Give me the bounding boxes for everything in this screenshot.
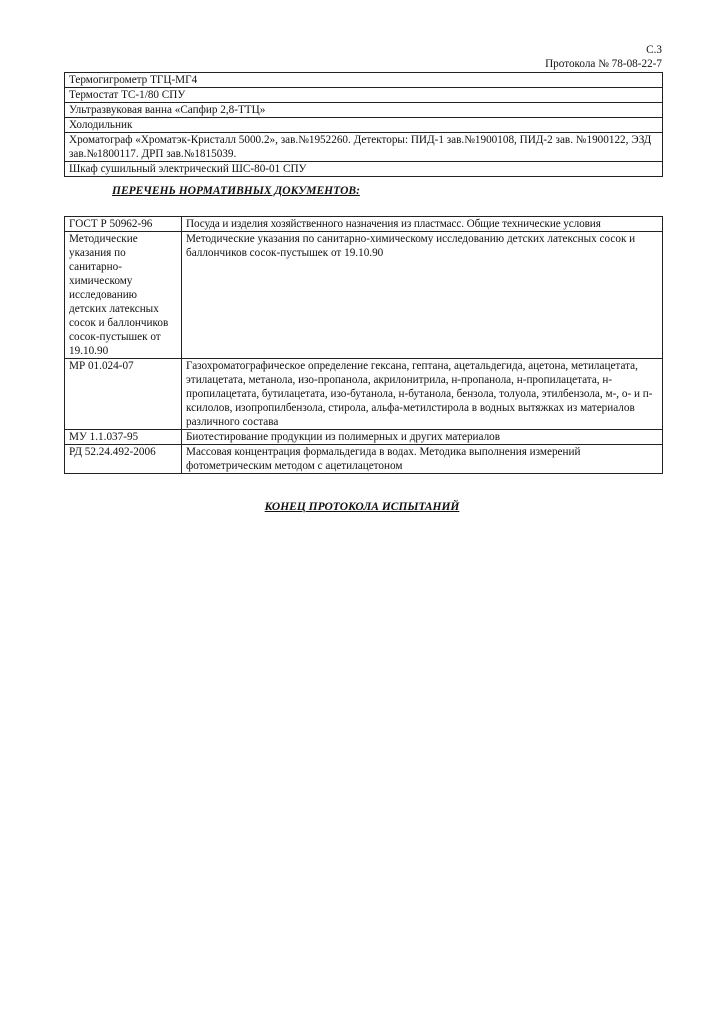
document-code: МУ 1.1.037-95 — [65, 430, 182, 445]
equipment-item: Термостат ТС-1/80 СПУ — [65, 88, 663, 103]
documents-heading: ПЕРЕЧЕНЬ НОРМАТИВНЫХ ДОКУМЕНТОВ: — [112, 185, 360, 197]
document-title: Посуда и изделия хозяйственного назначения из пластмасс. Общие технические условия — [182, 217, 663, 232]
equipment-item: Ультразвуковая ванна «Сапфир 2,8-ТТЦ» — [65, 103, 663, 118]
table-row — [65, 103, 663, 118]
equipment-item: Термогигрометр ТГЦ-МГ4 — [65, 73, 663, 88]
end-of-protocol-text: КОНЕЦ ПРОТОКОЛА ИСПЫТАНИЙ — [264, 501, 460, 513]
table-row — [65, 445, 663, 474]
table-row — [65, 430, 663, 445]
page-number: С.3 — [646, 44, 662, 56]
table-row — [65, 73, 663, 88]
document-code: МР 01.024-07 — [65, 359, 182, 430]
document-title: Газохроматографическое определение гексана, гептана, ацетальдегида, ацетона, метилацетата, этилацетата, метанола, изо-пропанола, акрилонитрила, н-пропанола, н-пропилацетата, н-пропилацетата, бутилацетата, изо-бутанола, н-бутанола, бензола, толуола, этилбензола, м-, о- и п-ксилолов, изопропилбензола, стирола, альфа-метилстирола в водных вытяжках из материалов различного состава — [182, 359, 663, 430]
table-row — [65, 133, 663, 162]
table-row — [65, 232, 663, 359]
document-code: РД 52.24.492-2006 — [65, 445, 182, 474]
document-title: Биотестирование продукции из полимерных и других материалов — [182, 430, 663, 445]
documents-table — [64, 216, 663, 474]
end-of-protocol — [0, 500, 724, 514]
table-row — [65, 217, 663, 232]
document-code: ГОСТ Р 50962-96 — [65, 217, 182, 232]
table-row — [65, 88, 663, 103]
equipment-item: Холодильник — [65, 118, 663, 133]
protocol-number: Протокола № 78-08-22-7 — [545, 58, 662, 70]
document-code: Методические указания по санитарно-химическому исследованию детских латексных сосок и баллончиков сосок-пустышек от 19.10.90 — [65, 232, 182, 359]
document-title: Массовая концентрация формальдегида в водах. Методика выполнения измерений фотометрическим методом с ацетилацетоном — [182, 445, 663, 474]
table-row — [65, 118, 663, 133]
equipment-item: Хроматограф «Хроматэк-Кристалл 5000.2», зав.№1952260. Детекторы: ПИД-1 зав.№1900108, ПИД-2 зав. №1900122, ЭЗД зав.№1800117. ДРП зав.№1815039. — [65, 133, 663, 162]
equipment-item: Шкаф сушильный электрический ШС-80-01 СПУ — [65, 162, 663, 177]
equipment-table — [64, 72, 663, 177]
document-title: Методические указания по санитарно-химическому исследованию детских латексных сосок и баллончиков сосок-пустышек от 19.10.90 — [182, 232, 663, 359]
table-row — [65, 359, 663, 430]
table-row — [65, 162, 663, 177]
